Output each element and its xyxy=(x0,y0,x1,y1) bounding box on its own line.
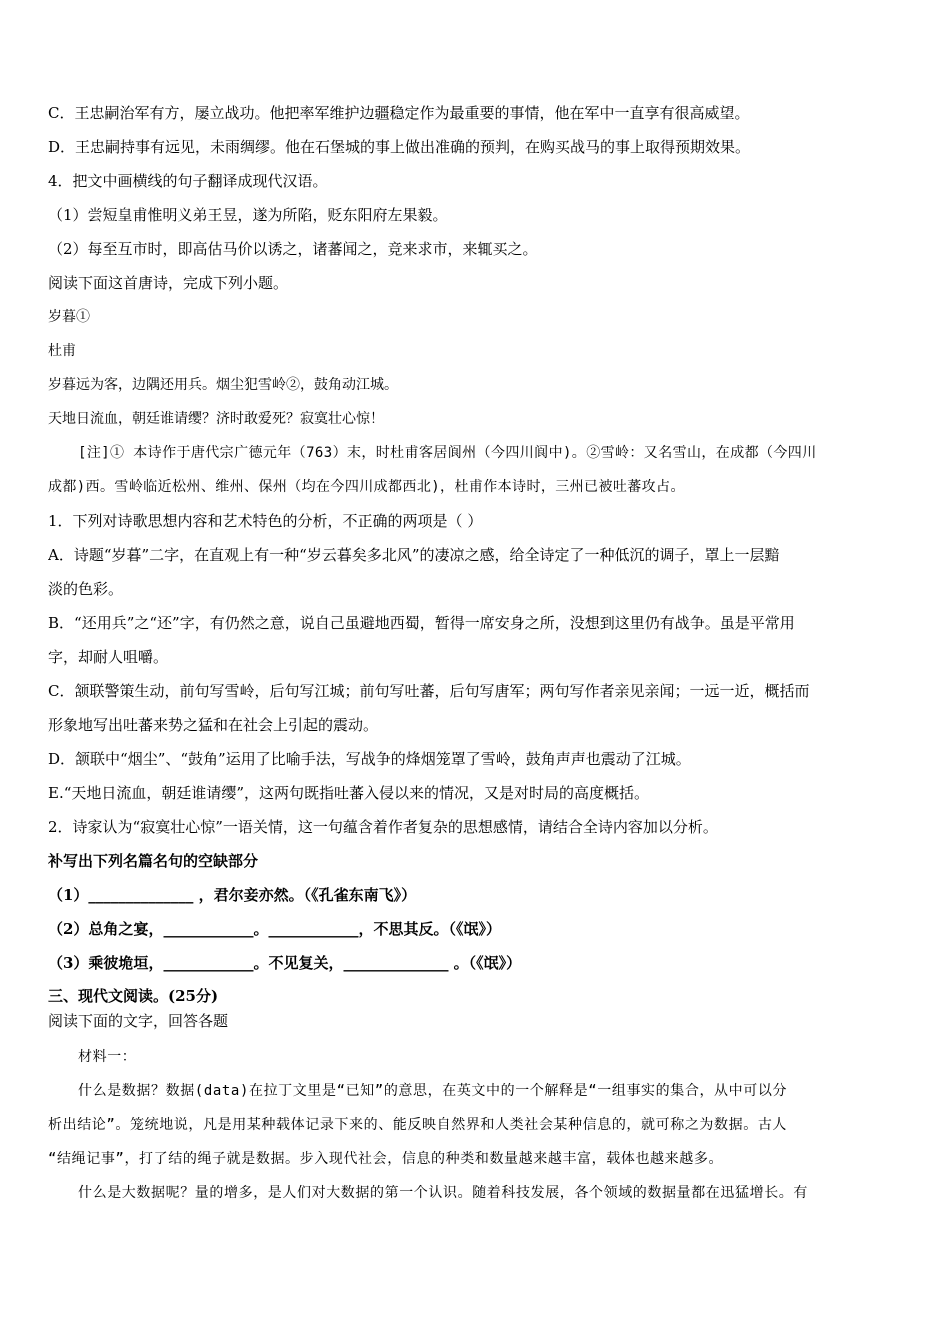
poem-question-1: 1．下列对诗歌思想内容和艺术特色的分析，不正确的两项是（ ） xyxy=(48,512,483,530)
fill-in-1: （1）______________ ，君尔妾亦然。（《孔雀东南飞》） xyxy=(48,886,417,904)
poem-option-c-cont: 形象地写出吐蕃来势之猛和在社会上引起的震动。 xyxy=(48,716,379,734)
material-1-label: 材料一： xyxy=(78,1049,137,1065)
poem-option-c: C．颔联警策生动，前句写雪岭，后句写江城；前句写吐蕃，后句写唐军；两句写作者亲见亲闻；一远一近，概括而 xyxy=(48,682,810,700)
poem-option-a-cont: 淡的色彩。 xyxy=(48,580,124,598)
section-3-title: 三、现代文阅读。(25分) xyxy=(48,987,219,1005)
poem-author: 杜甫 xyxy=(48,343,76,359)
poem-title: 岁暮① xyxy=(48,309,90,325)
poem-line-2: 天地日流血，朝廷谁请缨？济时敢爱死？寂寞壮心惊！ xyxy=(48,411,384,427)
poem-option-d: D．颔联中“烟尘”、“鼓角”运用了比喻手法，写战争的烽烟笼罩了雪岭，鼓角声声也震动了江城。 xyxy=(48,750,691,768)
poem-option-b: B．“还用兵”之“还”字，有仍然之意，说自己虽避地西蜀，暂得一席安身之所，没想到这里仍有战争。虽是平常用 xyxy=(48,614,795,632)
poem-instruction: 阅读下面这首唐诗，完成下列小题。 xyxy=(48,274,289,292)
poem-question-2: 2．诗家认为“寂寞壮心惊”一语关情，这一句蕴含着作者复杂的思想感情，请结合全诗内容加以分析。 xyxy=(48,818,718,836)
option-c-line: C．王忠嗣治军有方，屡立战功。他把率军维护边疆稳定作为最重要的事情，他在军中一直享有很高威望。 xyxy=(48,104,750,122)
poem-option-e: E.“天地日流血，朝廷谁请缨”，这两句既指吐蕃入侵以来的情况，又是对时局的高度概括。 xyxy=(48,784,650,802)
fill-in-3: （3）乘彼垝垣，____________。不见复关，______________ 。（《氓》） xyxy=(48,954,522,972)
fill-in-2: （2）总角之宴，____________。____________，不思其反。（《氓》） xyxy=(48,920,501,938)
question-4-part-1: （1）尝短皇甫惟明义弟王昱，遂为所陷，贬东阳府左果毅。 xyxy=(48,206,448,224)
poem-note-2: 成都)西。雪岭临近松州、维州、保州（均在今四川成都西北)，杜甫作本诗时，三州已被吐蕃攻占。 xyxy=(48,479,685,495)
section-3-instruction: 阅读下面的文字，回答各题 xyxy=(48,1012,229,1030)
option-d-line: D．王忠嗣持事有远见，未雨绸缪。他在石堡城的事上做出准确的预判，在购买战马的事上取得预期效果。 xyxy=(48,138,751,156)
document-page xyxy=(48,96,908,1210)
poem-note-1: [注]① 本诗作于唐代宗广德元年（763）末，时杜甫客居阆州（今四川阆中)。②雪岭：又名雪山，在成都（今四川 xyxy=(78,445,817,461)
material-1-para-1-line-3: “结绳记事”，打了结的绳子就是数据。步入现代社会，信息的种类和数量越来越丰富，载体也越来越多。 xyxy=(48,1151,724,1167)
question-4: 4．把文中画横线的句子翻译成现代汉语。 xyxy=(48,172,328,190)
poem-line-1: 岁暮远为客，边隅还用兵。烟尘犯雪岭②，鼓角动江城。 xyxy=(48,377,398,393)
material-1-para-2-line-1: 什么是大数据呢？量的增多，是人们对大数据的第一个认识。随着科技发展，各个领域的数据量都在迅猛增长。有 xyxy=(78,1185,808,1201)
material-1-para-1-line-2: 析出结论”。笼统地说，凡是用某种载体记录下来的、能反映自然界和人类社会某种信息的，就可称之为数据。古人 xyxy=(48,1117,788,1133)
fill-in-heading: 补写出下列名篇名句的空缺部分 xyxy=(48,852,259,870)
material-1-para-1-line-1: 什么是数据？数据(data)在拉丁文里是“已知”的意思，在英文中的一个解释是“一组事实的集合，从中可以分 xyxy=(78,1083,788,1099)
question-4-part-2: （2）每至互市时，即高估马价以诱之，诸蕃闻之，竞来求市，来辄买之。 xyxy=(48,240,538,258)
poem-option-b-cont: 字，却耐人咀嚼。 xyxy=(48,648,169,666)
poem-option-a: A．诗题“岁暮”二字，在直观上有一种“岁云暮矣多北风”的凄凉之感，给全诗定了一种低沉的调子，罩上一层黯 xyxy=(48,546,780,564)
